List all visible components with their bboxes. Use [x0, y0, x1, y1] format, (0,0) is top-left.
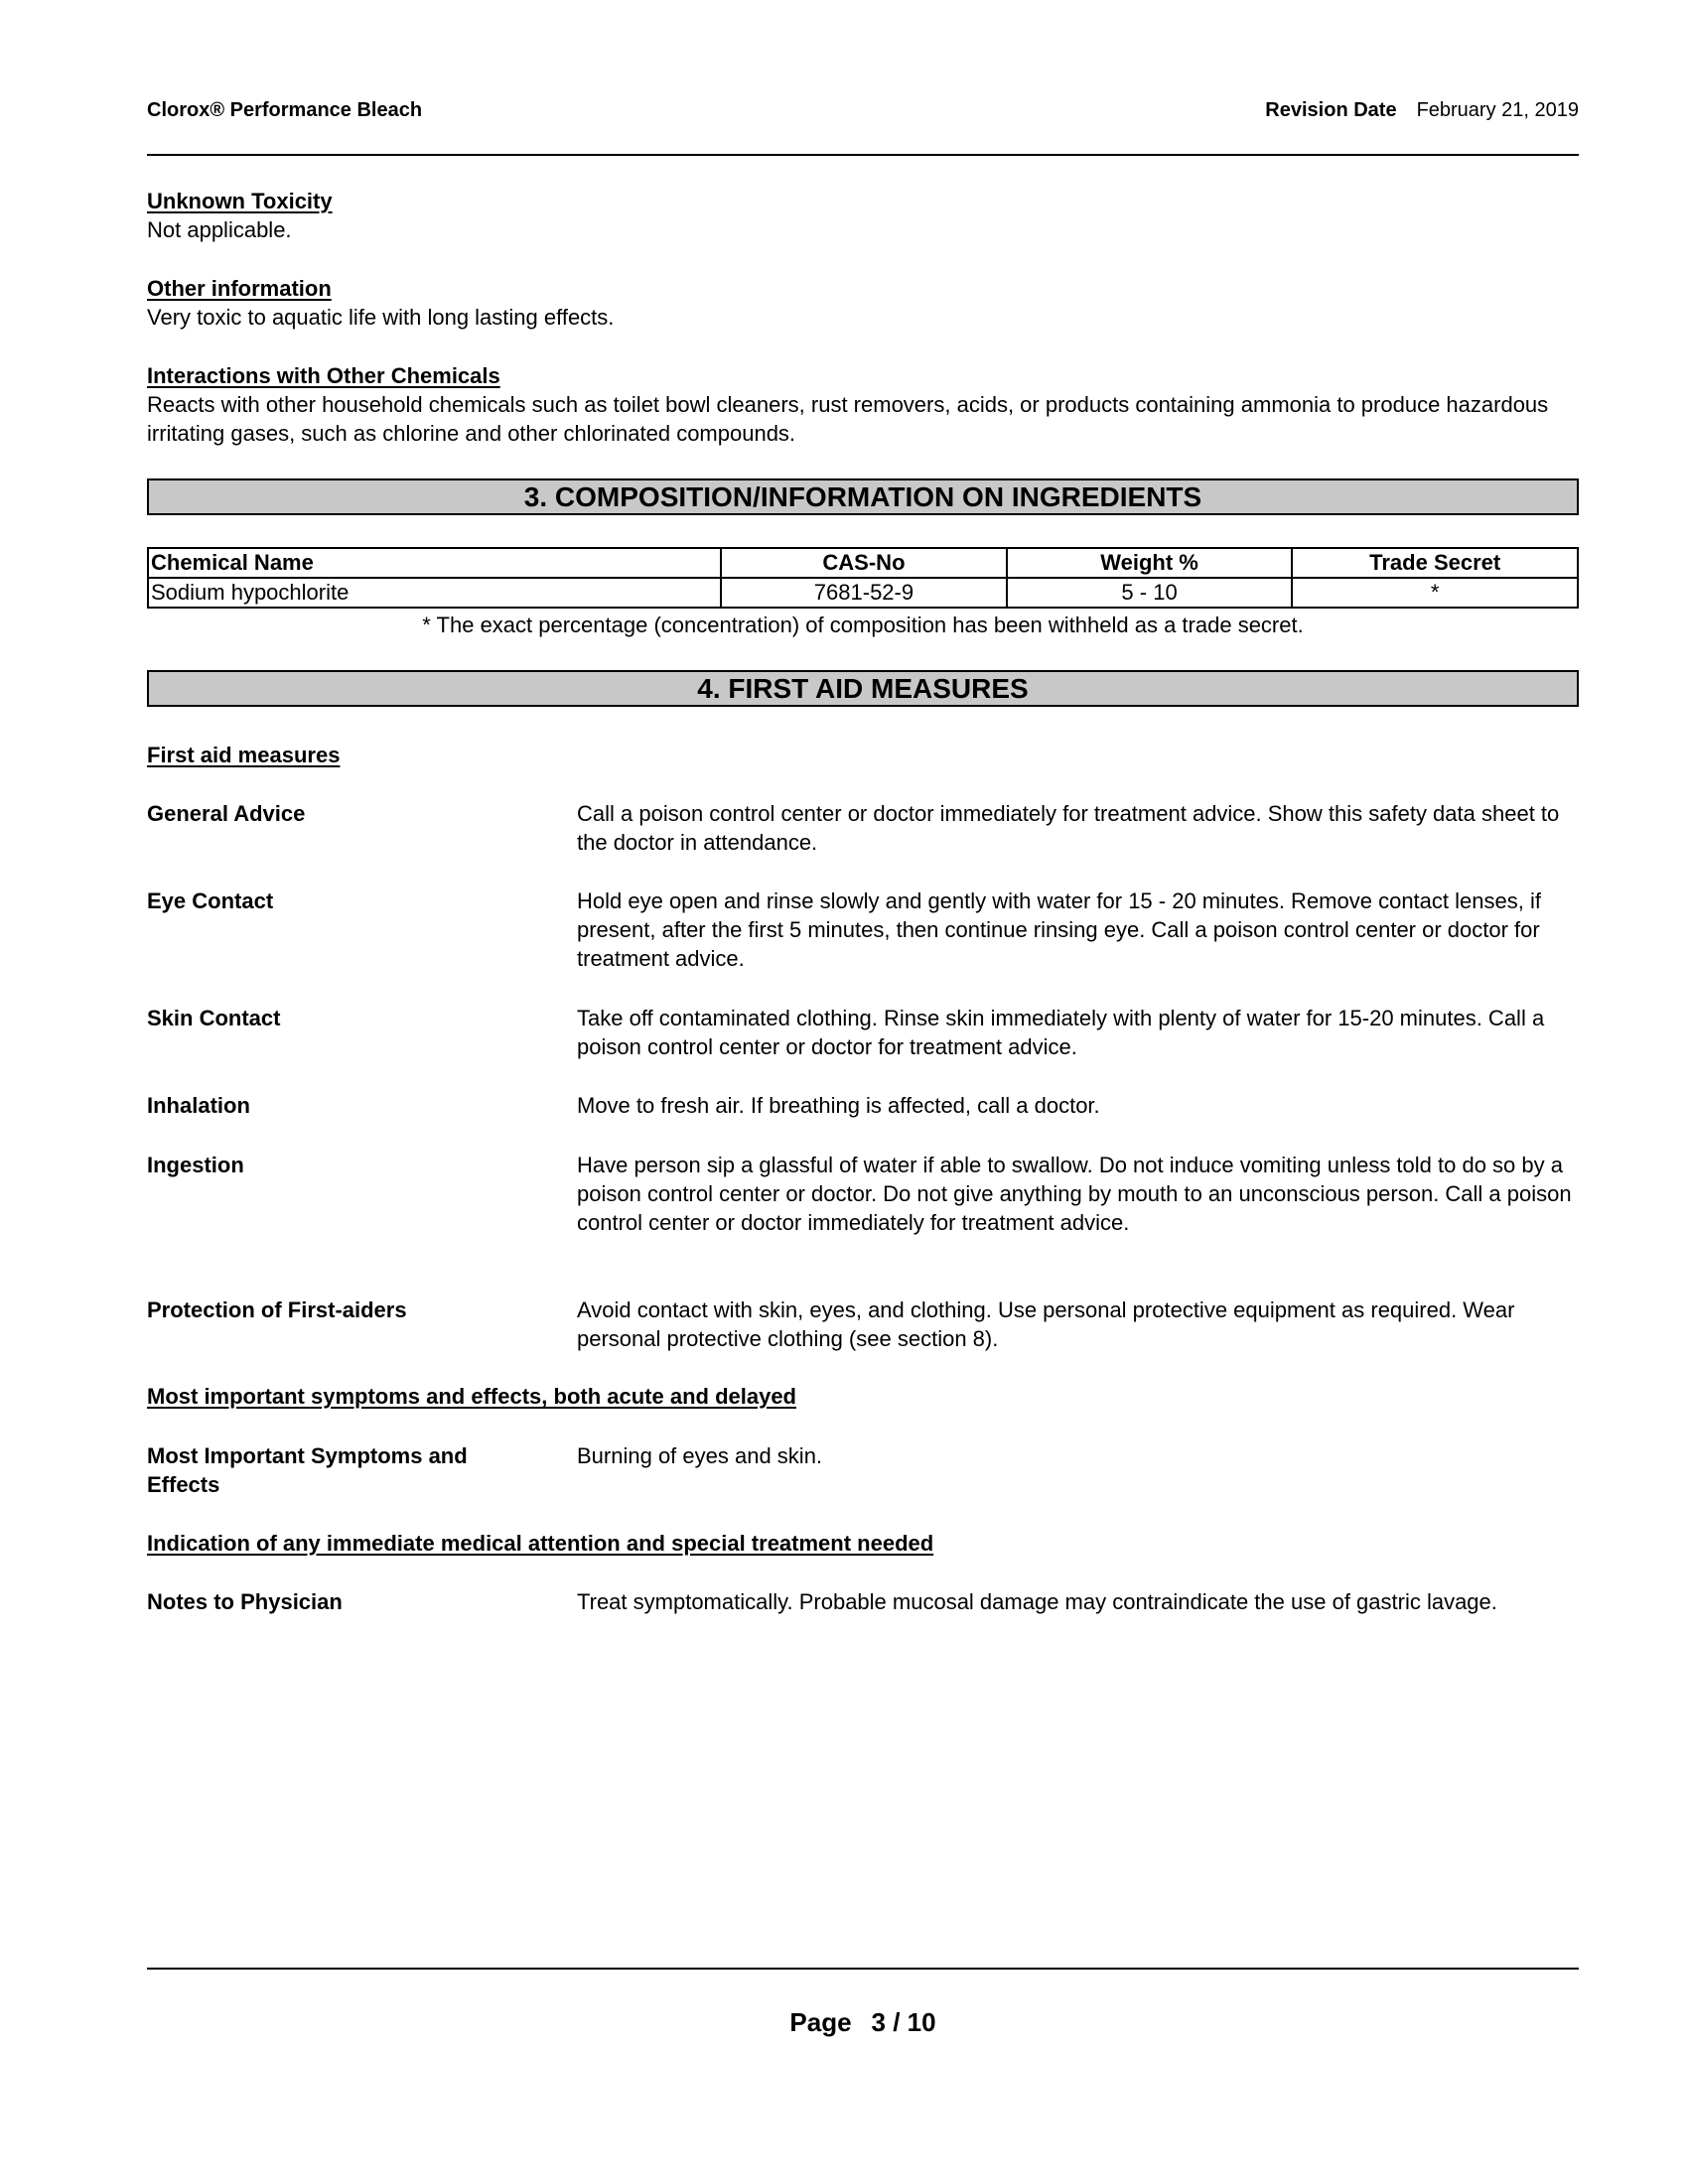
symptoms-heading-block — [147, 1382, 1579, 1411]
other-information-text: Very toxic to aquatic life with long lasting effects. — [147, 305, 615, 330]
unknown-toxicity-block — [147, 187, 1579, 244]
first-aid-label: Ingestion — [147, 1153, 244, 1177]
first-aid-measures-heading-block — [147, 741, 1579, 769]
notes-to-physician-text: Treat symptomatically. Probable mucosal damage may contraindicate the use of gastric lavage. — [577, 1589, 1497, 1614]
section-4-title: 4. FIRST AID MEASURES — [147, 670, 1579, 707]
medical-attention-heading-block — [147, 1529, 1579, 1558]
revision-date-value: February 21, 2019 — [1416, 99, 1579, 121]
unknown-toxicity-text: Not applicable. — [147, 217, 292, 242]
first-aid-label: Inhalation — [147, 1093, 250, 1118]
page-header — [147, 99, 1579, 123]
cell-weight: 5 - 10 — [1007, 578, 1293, 608]
first-aid-label: General Advice — [147, 801, 306, 826]
section-3-title: 3. COMPOSITION/INFORMATION ON INGREDIENTS — [147, 478, 1579, 515]
cell-chemical-name: Sodium hypochlorite — [148, 578, 721, 608]
interactions-block — [147, 361, 1579, 448]
table-header-row — [148, 548, 1578, 578]
revision-date — [1265, 99, 1579, 122]
first-aid-text: Move to fresh air. If breathing is affected, call a doctor. — [577, 1093, 1100, 1118]
medical-attention-heading: Indication of any immediate medical attention and special treatment needed — [147, 1531, 934, 1556]
symptoms-label: Most Important Symptoms and Effects — [147, 1443, 468, 1497]
page-label: Page — [789, 2007, 852, 2037]
first-aid-text: Have person sip a glassful of water if able to swallow. Do not induce vomiting unless told to do so by a poison control center or doctor. Do not give anything by mouth to an unconscious person. Call a poison control center or doctor immediately for treatment advice. — [577, 1153, 1572, 1235]
column-header-chemical-name: Chemical Name — [148, 548, 721, 578]
column-header-weight: Weight % — [1007, 548, 1293, 578]
other-information-heading: Other information — [147, 276, 332, 301]
interactions-heading: Interactions with Other Chemicals — [147, 363, 500, 388]
page-footer — [147, 2007, 1579, 2038]
first-aid-label: Eye Contact — [147, 888, 274, 913]
notes-to-physician-label: Notes to Physician — [147, 1589, 343, 1614]
interactions-text: Reacts with other household chemicals such as toilet bowl cleaners, rust removers, acids, or products containing ammonia to produce hazardous irritating gases, such as chlorine and other chlorinated compounds. — [147, 392, 1549, 446]
composition-table — [147, 547, 1579, 609]
cell-trade-secret: * — [1292, 578, 1578, 608]
cell-cas-no: 7681-52-9 — [721, 578, 1007, 608]
first-aid-text: Call a poison control center or doctor immediately for treatment advice. Show this safety data sheet to the doctor in attendance. — [577, 801, 1560, 855]
first-aid-measures-heading: First aid measures — [147, 743, 341, 767]
column-header-cas-no: CAS-No — [721, 548, 1007, 578]
symptoms-text: Burning of eyes and skin. — [577, 1443, 823, 1468]
first-aid-text: Avoid contact with skin, eyes, and clothing. Use personal protective equipment as required. Wear personal protective clothing (see section 8). — [577, 1297, 1515, 1351]
first-aid-text: Hold eye open and rinse slowly and gently with water for 15 - 20 minutes. Remove contact lenses, if present, after the first 5 minutes, then continue rinsing eye. Call a poison control center or doctor for treatment advice. — [577, 888, 1541, 971]
column-header-trade-secret: Trade Secret — [1292, 548, 1578, 578]
header-rule — [147, 154, 1579, 156]
product-name: Clorox® Performance Bleach — [147, 99, 423, 121]
trade-secret-footnote: * The exact percentage (concentration) of composition has been withheld as a trade secret. — [422, 613, 1304, 637]
first-aid-label: Protection of First-aiders — [147, 1297, 407, 1322]
sds-page — [147, 0, 1579, 2184]
unknown-toxicity-heading: Unknown Toxicity — [147, 189, 333, 213]
first-aid-text: Take off contaminated clothing. Rinse skin immediately with plenty of water for 15-20 minutes. Call a poison control center or doctor for treatment advice. — [577, 1006, 1545, 1059]
first-aid-label: Skin Contact — [147, 1006, 281, 1030]
footer-rule — [147, 1968, 1579, 1970]
revision-date-label: Revision Date — [1265, 99, 1397, 121]
symptoms-heading: Most important symptoms and effects, both acute and delayed — [147, 1384, 796, 1409]
table-row — [148, 578, 1578, 608]
other-information-block — [147, 274, 1579, 332]
page-number: 3 / 10 — [871, 2007, 936, 2037]
